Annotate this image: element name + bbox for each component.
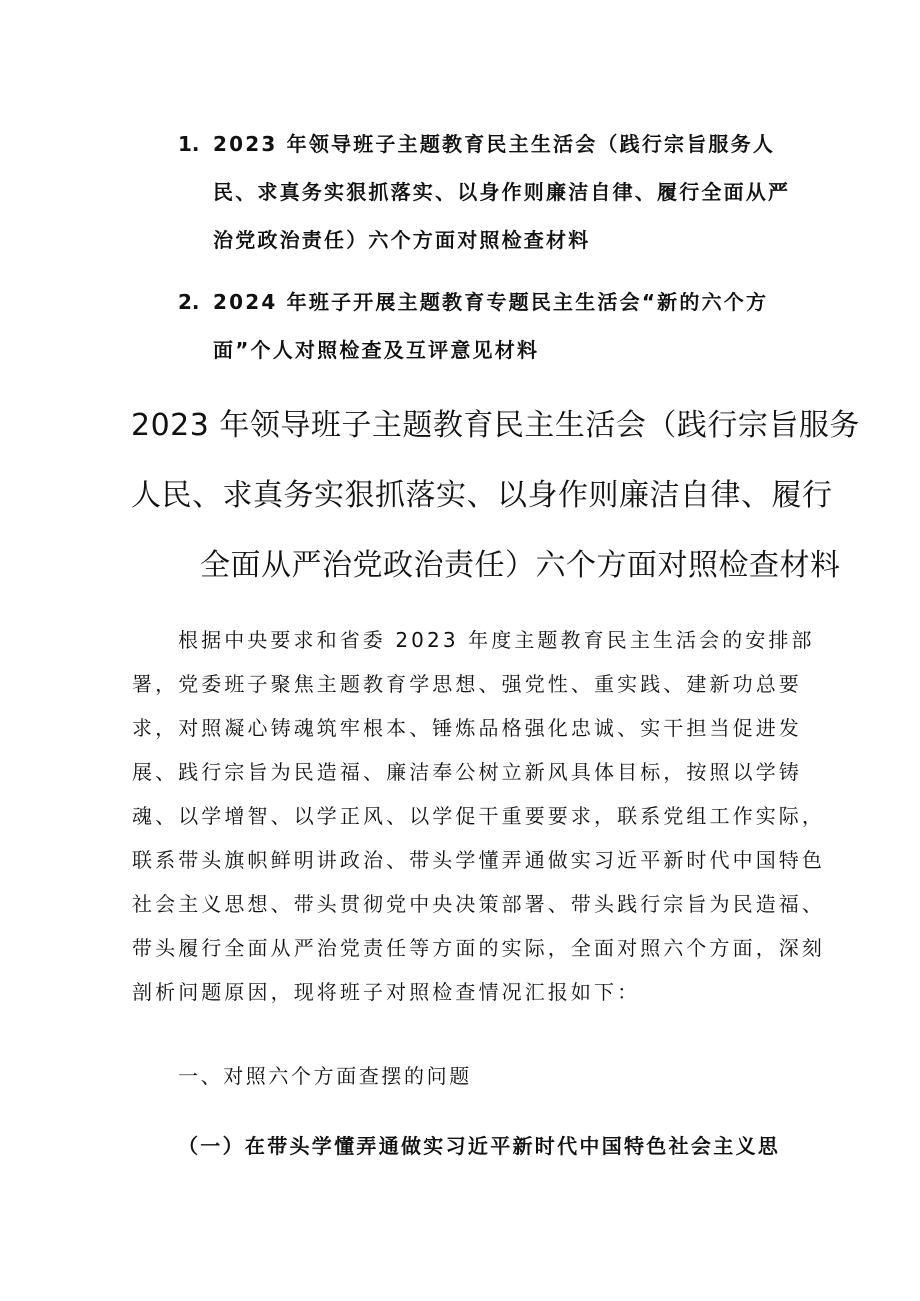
title-line-2: 人民、求真务实狠抓落实、以身作则廉洁自律、履行 (131, 478, 833, 513)
body-line: 联系带头旗帜鲜明讲政治、带头学懂弄通做实习近平新时代中国特色 (132, 848, 825, 872)
toc-item-2-number: 2. (178, 290, 200, 314)
body-line: 署，党委班子聚焦主题教育学思想、强党性、重实践、建新功总要 (132, 672, 802, 696)
title-line-3: 全面从严治党政治责任）六个方面对照检查材料 (200, 548, 841, 583)
body-line: 魂、以学增智、以学正风、以学促干重要要求，联系党组工作实际， (132, 804, 825, 828)
title-line-1: 2023 年领导班子主题教育民主生活会（践行宗旨服务 (131, 408, 860, 443)
body-line: 带头履行全面从严治党责任等方面的实际，全面对照六个方面，深刻 (132, 936, 825, 960)
toc-item-1-number: 1. (178, 132, 200, 156)
toc-item-1-line-3[interactable]: 治党政治责任）六个方面对照检查材料 (213, 228, 591, 252)
body-line: 根据中央要求和省委 2023 年度主题教育民主生活会的安排部 (178, 628, 815, 652)
toc-item-1-line-1[interactable]: 2023 年领导班子主题教育民主生活会（践行宗旨服务人 (213, 132, 776, 156)
subsection-heading: （一）在带头学懂弄通做实习近平新时代中国特色社会主义思 (178, 1134, 781, 1158)
body-line: 展、践行宗旨为民造福、廉洁奉公树立新风具体目标，按照以学铸 (132, 760, 802, 784)
toc-item-2-line-1[interactable]: 2024 年班子开展主题教育专题民主生活会“新的六个方 (213, 290, 769, 314)
body-line: 求，对照凝心铸魂筑牢根本、锤炼品格强化忠诚、实干担当促进发 (132, 716, 802, 740)
body-line: 剖析问题原因，现将班子对照检查情况汇报如下： (132, 980, 641, 1004)
section-heading: 一、对照六个方面查摆的问题 (178, 1064, 472, 1088)
toc-item-1-line-2[interactable]: 民、求真务实狠抓落实、以身作则廉洁自律、履行全面从严 (213, 180, 791, 204)
toc-item-2-line-2[interactable]: 面”个人对照检查及互评意见材料 (213, 338, 540, 362)
body-line: 社会主义思想、带头贯彻党中央决策部署、带头践行宗旨为民造福、 (132, 892, 825, 916)
